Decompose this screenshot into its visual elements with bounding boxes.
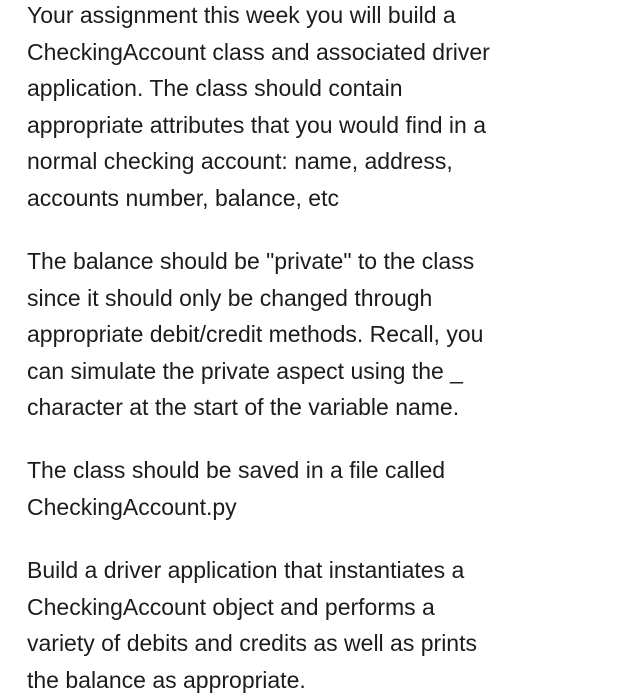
text-line: CheckingAccount class and associated driver bbox=[27, 38, 490, 65]
text-line: appropriate attributes that you would find in a bbox=[27, 111, 487, 138]
text-line: variety of debits and credits as well as prints bbox=[27, 630, 477, 656]
text-line: CheckingAccount object and performs a bbox=[27, 593, 435, 620]
text-line: The balance should be "private" to the class bbox=[27, 248, 475, 274]
paragraph-file-name bbox=[27, 452, 445, 525]
text-line: the balance as appropriate. bbox=[27, 666, 306, 693]
paragraph-driver-application bbox=[27, 552, 477, 698]
text-line: Build a driver application that instantiates a bbox=[27, 557, 465, 583]
text-line: accounts number, balance, etc bbox=[27, 184, 339, 211]
text-line: character at the start of the variable name. bbox=[27, 394, 460, 420]
text-line: Your assignment this week you will build a bbox=[27, 2, 456, 28]
text-line: since it should only be changed through bbox=[27, 284, 433, 311]
text-line: can simulate the private aspect using the _ bbox=[27, 357, 463, 384]
text-line: The class should be saved in a file called bbox=[27, 457, 446, 483]
text-line: application. The class should contain bbox=[27, 75, 403, 101]
paragraph-intro bbox=[27, 0, 490, 216]
text-line: appropriate debit/credit methods. Recall, you bbox=[27, 321, 484, 347]
paragraph-balance-private bbox=[27, 243, 483, 426]
text-line: normal checking account: name, address, bbox=[27, 148, 453, 174]
text-line: CheckingAccount.py bbox=[27, 493, 237, 520]
